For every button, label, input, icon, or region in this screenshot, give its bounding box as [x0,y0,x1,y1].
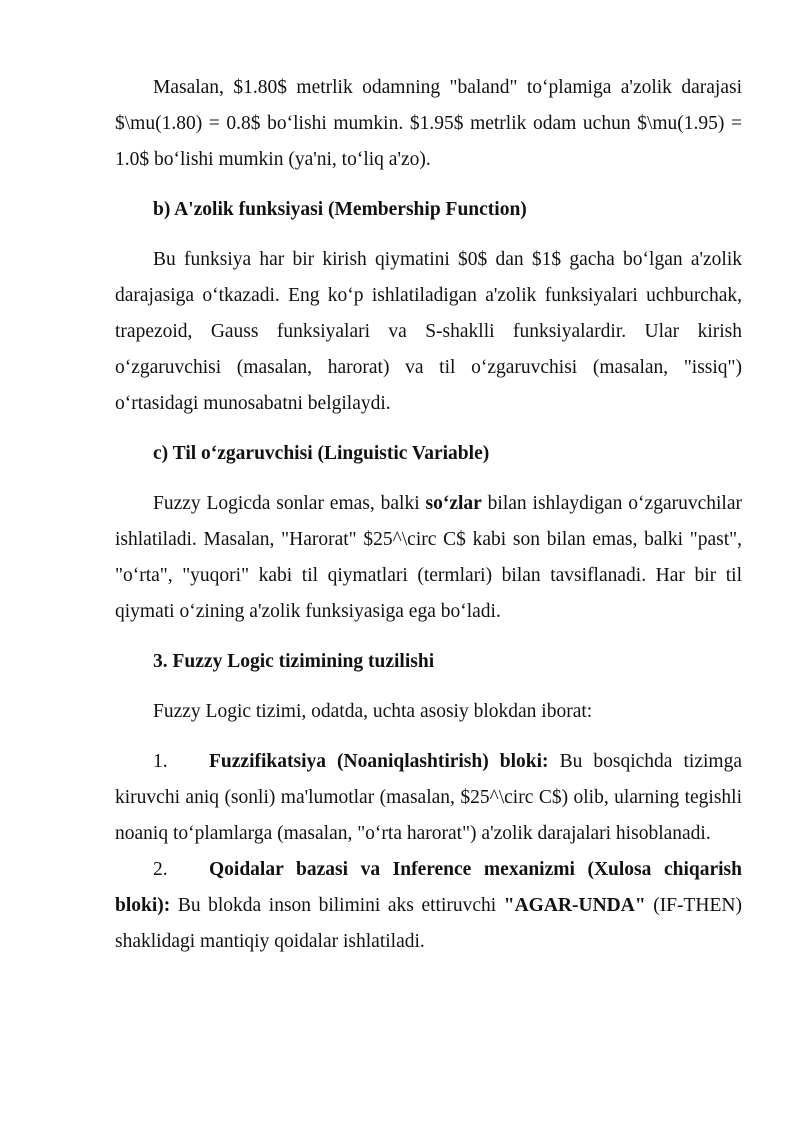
paragraph-membership-function: Bu funksiya har bir kirish qiymatini $0$ dan $1$ gacha bo‘lgan a'zolik darajasiga o‘tkazadi. Eng ko‘p ishlatiladigan a'zolik funksiyalari uchburchak, trapezoid, Gauss funksiyalari va S-shaklli funksiyalardir. Ular kirish o‘zgaruvchisi (masalan, harorat) va til o‘zgaruvchisi (masalan, "issiq") o‘rtasidagi munosabatni belgilaydi. [115,249,742,414]
list-item-fuzzification [115,744,742,852]
document-page [115,70,742,960]
paragraph-system-intro: Fuzzy Logic tizimi, odatda, uchta asosiy blokdan iborat: [153,701,593,722]
list-item-text: Bu bosqichda tizimga kiruvchi aniq (sonli) ma'lumotlar (masalan, $25^\circ C$) olib, ularning tegishli noaniq to‘plamlarga (masalan, "o‘rta harorat") a'zolik darajalari hisoblanadi. [115,751,742,844]
paragraph-text: Fuzzy Logicda sonlar emas, balki [153,493,426,514]
heading-membership-function: b) A'zolik funksiyasi (Membership Function) [153,199,527,220]
list-item-text: Bu blokda inson bilimini aks ettiruvchi [170,895,504,916]
list-number: 1. [153,751,168,772]
bold-term: so‘zlar [425,493,482,514]
list-item-keyword: "AGAR-UNDA" [503,895,646,916]
list-number: 2. [153,859,168,880]
heading-system-structure: 3. Fuzzy Logic tizimining tuzilishi [153,651,435,672]
list-item-text: (IF-THEN) shaklidagi mantiqiy qoidalar ishlatiladi. [115,895,743,952]
list-item-title: Qoidalar bazasi va Inference mexanizmi (Xulosa chiqarish bloki): [115,859,742,916]
heading-linguistic-variable: c) Til o‘zgaruvchisi (Linguistic Variable) [153,443,490,464]
paragraph-text: bilan ishlaydigan o‘zgaruvchilar ishlatiladi. Masalan, "Harorat" $25^\circ C$ kabi son bilan emas, balki "past", "o‘rta", "yuqori" kabi til qiymatlari (termlari) bilan tavsiflanadi. Har bir til qiymati o‘zining a'zolik funksiyasiga ega bo‘ladi. [115,493,742,622]
paragraph-linguistic-variable [115,486,742,630]
list-item-title: Fuzzifikatsiya (Noaniqlashtirish) bloki: [209,751,549,772]
list-item-rule-base [115,852,742,960]
paragraph-membership-example: Masalan, $1.80$ metrlik odamning "baland" to‘plamiga a'zolik darajasi $\mu(1.80) = 0.8$ bo‘lishi mumkin. $1.95$ metrlik odam uchun $\mu(1.95) = 1.0$ bo‘lishi mumkin (ya'ni, to‘liq a'zo). [115,77,742,170]
